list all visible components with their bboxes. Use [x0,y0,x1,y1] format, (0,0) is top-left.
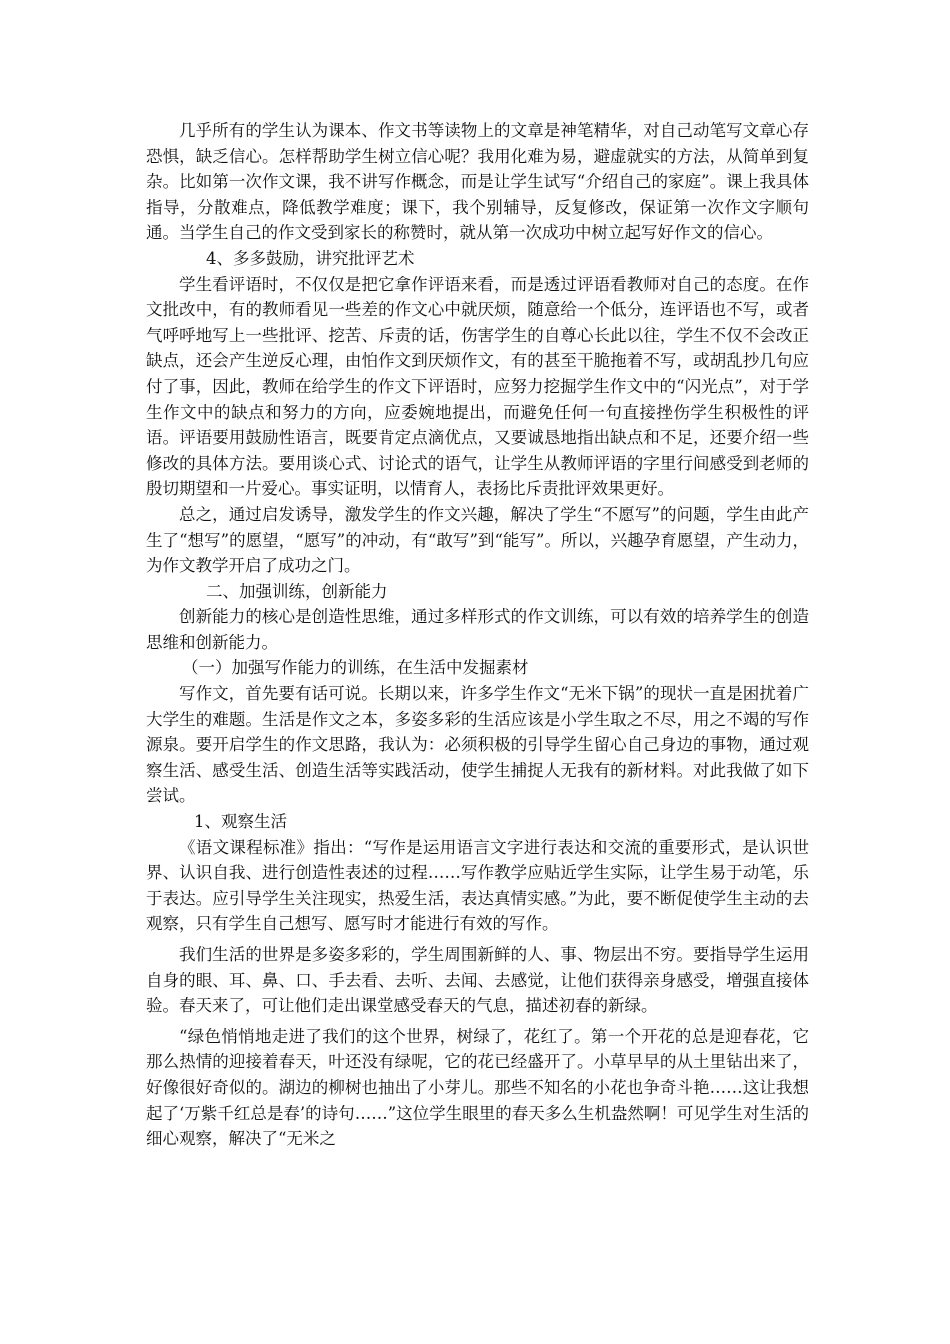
section-heading-encouragement: 4、多多鼓励，讲究批评艺术 [206,248,415,268]
paragraph-writing-material: 写作文，首先要有话可说。长期以来，许多学生作文“无米下锅”的现状一直是困扰着广大学生的难题。生活是作文之本，多姿多彩的生活应该是小学生取之不尽，用之不竭的写作源泉。要开启学生的作文思路，我认为：必须积极的引导学生留心自己身边的事物，通过观察生活、感受生活、创造生活等实践活动，使学生捕捉人无我有的新材料。对此我做了如下尝试。 [146,684,809,806]
paragraph-colorful-world: 我们生活的世界是多姿多彩的，学生周围新鲜的人、事、物层出不穷。要指导学生运用自身的眼、耳、鼻、口、手去看、去听、去闻、去感觉，让他们获得亲身感受，增强直接体验。春天来了，可让他们走出课堂感受春天的气息，描述初春的新绿。 [146,945,809,1016]
section-heading-observe-life: 1、观察生活 [194,812,287,832]
paragraph-comment-art: 学生看评语时，不仅仅是把它拿作评语来看，而是透过评语看教师对自己的态度。在作文批改中，有的教师看见一些差的作文心中就厌烦，随意给一个低分，连评语也不写，或者气呼呼地写上一些批评、挖苦、斥责的话，伤害学生的自尊心长此以往，学生不仅不会改正缺点，还会产生逆反心理，由怕作文到厌烦作文，有的甚至干脆拖着不写，或胡乱抄几句应付了事，因此，教师在给学生的作文下评语时，应努力挖掘学生作文中的“闪光点”，对于学生作文中的缺点和努力的方向，应委婉地提出，而避免任何一句直接挫伤学生积极性的评语。评语要用鼓励性语言，既要肯定点滴优点，又要诚恳地指出缺点和不足，还要介绍一些修改的具体方法。要用谈心式、讨论式的语气，让学生从教师评语的字里行间感受到老师的殷切期望和一片爱心。事实证明，以情育人，表扬比斥责批评效果更好。 [146,274,809,499]
paragraph-building-confidence: 几乎所有的学生认为课本、作文书等读物上的文章是神笔精华，对自己动笔写文章心存恐惧，缺乏信心。怎样帮助学生树立信心呢？我用化难为易，避虚就实的方法，从简单到复杂。比如第一次作文课，我不讲写作概念，而是让学生试写“介绍自己的家庭”。课上我具体指导，分散难点，降低教学难度；课下，我个别辅导，反复修改，保证第一次作文字顺句通。当学生自己的作文受到家长的称赞时，就从第一次成功中树立起写好作文的信心。 [146,121,809,243]
paragraph-spring-quote: “绿色悄悄地走进了我们的这个世界，树绿了，花红了。第一个开花的总是迎春花，它那么热情的迎接着春天，叶还没有绿呢，它的花已经盛开了。小草早早的从土里钻出来了，好像很好奇似的。湖边的柳树也抽出了小芽儿。那些不知名的小花也争奇斗艳……这让我想起了‘万紫千红总是春’的诗句……”这位学生眼里的春天多么生机盎然啊！可见学生对生活的细心观察，解决了“无米之 [146,1026,809,1149]
section-heading-strengthen-training: 二、加强训练，创新能力 [206,581,388,601]
paragraph-innovation-core: 创新能力的核心是创造性思维，通过多样形式的作文训练，可以有效的培养学生的创造思维和创新能力。 [146,607,809,652]
paragraph-summary: 总之，通过启发诱导，激发学生的作文兴趣，解决了学生“不愿写”的问题，学生由此产生了“想写”的愿望，“愿写”的冲动，有“敢写”到“能写”。所以，兴趣孕育愿望，产生动力，为作文教学开启了成功之门。 [146,504,809,576]
document-page [146,118,809,1152]
paragraph-curriculum-standard: 《语文课程标准》指出：“写作是运用语言文字进行表达和交流的重要形式，是认识世界、认识自我、进行创造性表述的过程……写作教学应贴近学生实际，让学生易于动笔，乐于表达。应引导学生关注现实，热爱生活，表达真情实感。”为此，要不断促使学生主动的去观察，只有学生自己想写、愿写时才能进行有效的写作。 [146,837,809,934]
section-heading-writing-ability: （一）加强写作能力的训练，在生活中发掘素材 [182,658,529,678]
